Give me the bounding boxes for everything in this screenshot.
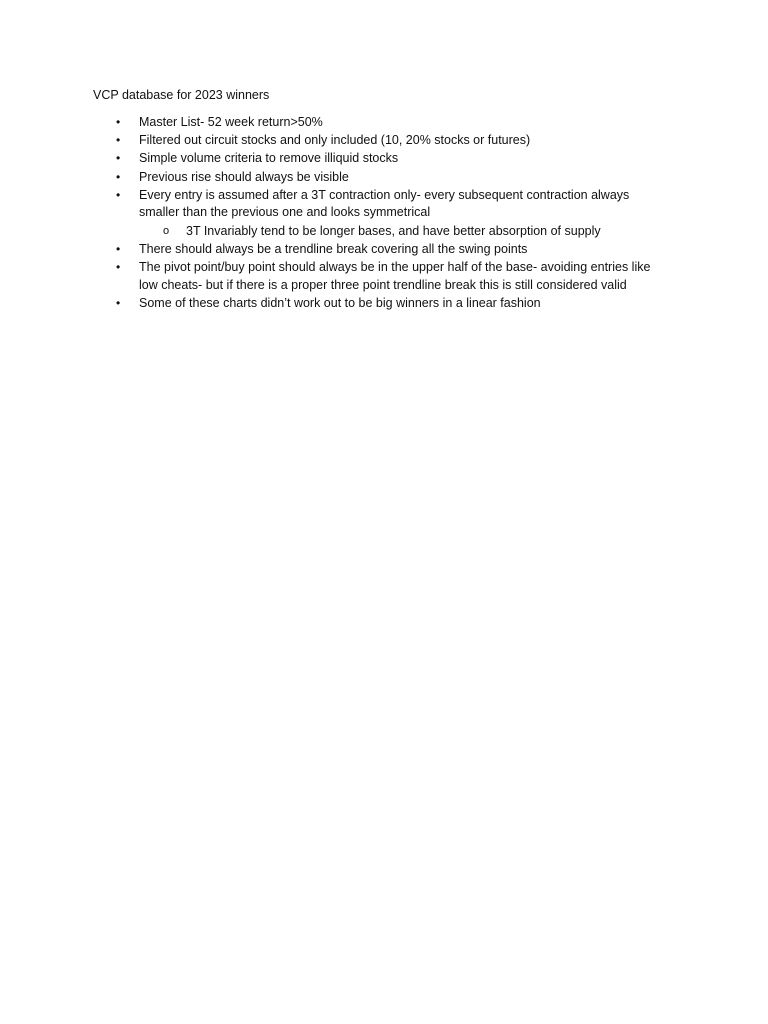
bullet-marker: •: [116, 259, 121, 274]
sub-list-item-text: 3T Invariably tend to be longer bases, and have better absorption of supply: [186, 223, 601, 238]
sub-bullet-marker: o: [163, 224, 170, 237]
list-item-text: Master List- 52 week return>50%: [139, 115, 323, 129]
list-item-text: Filtered out circuit stocks and only included (10, 20% stocks or futures): [139, 133, 531, 148]
list-item: [0, 114, 669, 132]
bullet-marker: •: [116, 295, 121, 310]
bullet-list: [0, 114, 768, 313]
bullet-marker: •: [116, 169, 121, 184]
list-item-text: Previous rise should always be visible: [139, 169, 349, 184]
document-title: VCP database for 2023 winners: [93, 88, 270, 102]
bullet-marker: •: [116, 115, 121, 129]
list-item-text: Every entry is assumed after a 3T contraction only- every subsequent contraction always smaller than the previous one and looks symmetrical: [139, 187, 630, 220]
bullet-marker: •: [116, 187, 121, 202]
list-item: [0, 187, 669, 222]
list-item: [0, 132, 669, 150]
list-item-text: There should always be a trendline break covering all the swing points: [139, 241, 528, 256]
list-item: [0, 169, 669, 187]
list-item: [0, 259, 669, 294]
list-item: [0, 150, 669, 168]
bullet-marker: •: [116, 241, 121, 256]
list-item-text: Simple volume criteria to remove illiquid stocks: [139, 151, 399, 166]
bullet-marker: •: [116, 133, 121, 148]
list-item: [0, 241, 669, 259]
bullet-marker: •: [116, 151, 121, 166]
sub-list-item: [0, 223, 686, 241]
list-item-text: The pivot point/buy point should always be in the upper half of the base- avoiding entries like low cheats- but if there is a proper three point trendline break this is still considered valid: [139, 259, 651, 292]
list-item: [0, 295, 669, 313]
list-item-text: Some of these charts didn’t work out to be big winners in a linear fashion: [139, 295, 541, 310]
